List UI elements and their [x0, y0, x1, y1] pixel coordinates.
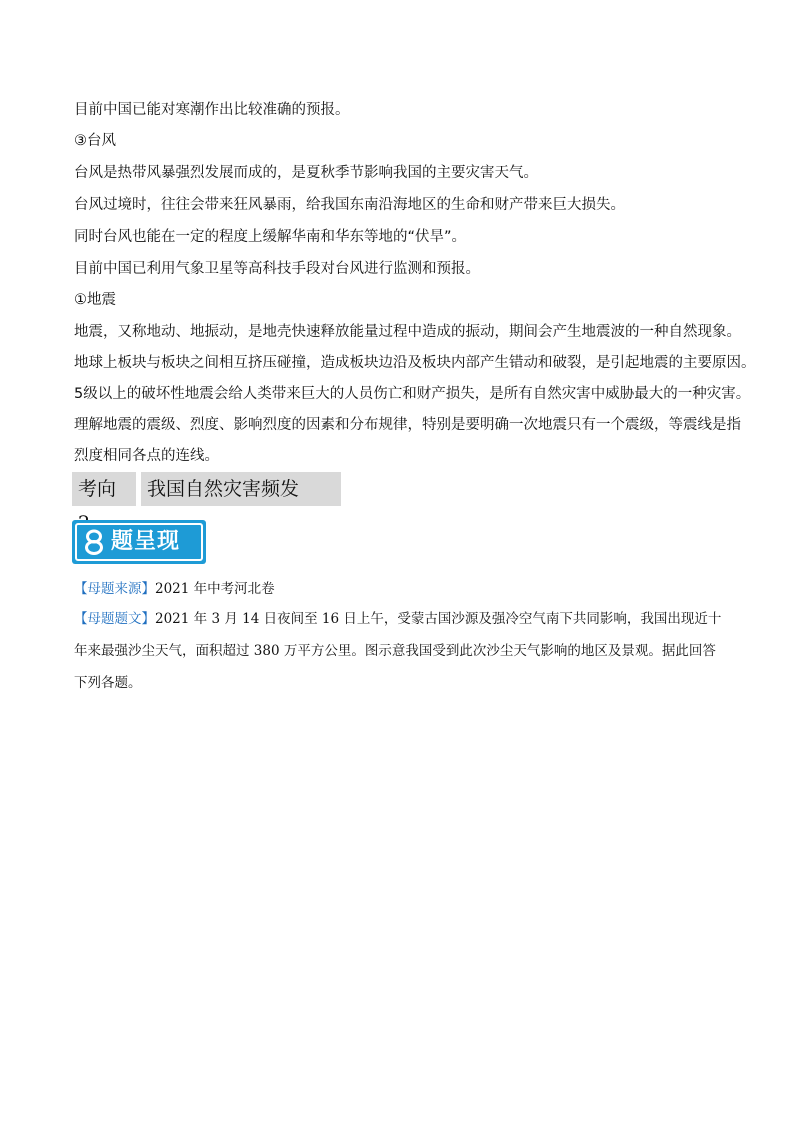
- paragraph-typhoon-damage: 台风过境时，往往会带来狂风暴雨，给我国东南沿海地区的生命和财产带来巨大损失。: [74, 197, 625, 213]
- section-title: 我国自然灾害频发: [141, 472, 341, 506]
- paragraph-typhoon-drought: 同时台风也能在一定的程度上缓解华南和华东等地的“伏旱”。: [74, 229, 467, 245]
- paragraph-cold-wave-forecast: 目前中国已能对寒潮作出比较准确的预报。: [74, 102, 350, 118]
- loop-icon: [81, 528, 107, 556]
- paragraph-typhoon-monitoring: 目前中国已利用气象卫星等高科技手段对台风进行监测和预报。: [74, 261, 480, 277]
- badge-frame: [75, 523, 203, 561]
- badge-label: 题呈现: [111, 529, 181, 554]
- subheading-typhoon: ③台风: [74, 133, 116, 149]
- paragraph-earthquake-magnitude: 理解地震的震级、烈度、影响烈度的因素和分布规律，特别是要明确一次地震只有一个震级，等震线是指: [74, 417, 741, 433]
- section-number: 考向: [72, 472, 136, 506]
- question-body: 2021 年 3 月 14 日夜间至 16 日上午，受蒙古国沙源及强冷空气南下共同影响，我国出现近十年来最强沙尘天气，面积超过 380 万平方公里。图示意我国受到此次沙尘天气影响的地区及景观。据此回答下列各题。: [74, 611, 722, 691]
- subheading-earthquake: ①地震: [74, 292, 116, 308]
- paragraph-earthquake-isoseismal: 烈度相同各点的连线。: [74, 448, 219, 464]
- paragraph-earthquake-damage: 5级以上的破坏性地震会给人类带来巨大的人员伤亡和财产损失，是所有自然灾害中威胁最大的一种灾害。: [74, 386, 751, 402]
- question-text: [74, 603, 724, 699]
- section-heading: [72, 472, 341, 506]
- paragraph-earthquake-cause: 地球上板块与板块之间相互挤压碰撞，造成板块边沿及板块内部产生错动和破裂，是引起地震的主要原因。: [74, 355, 756, 371]
- paragraph-earthquake-definition: 地震，又称地动、地振动，是地壳快速释放能量过程中造成的振动，期间会产生地震波的一种自然现象。: [74, 324, 741, 340]
- question-source: [74, 579, 275, 599]
- source-text: 2021 年中考河北卷: [155, 581, 275, 597]
- paragraph-typhoon-definition: 台风是热带风暴强烈发展而成的，是夏秋季节影响我国的主要灾害天气。: [74, 165, 538, 181]
- question-badge: [72, 520, 206, 564]
- question-tag: 【母题题文】: [74, 611, 155, 627]
- source-tag: 【母题来源】: [74, 581, 155, 597]
